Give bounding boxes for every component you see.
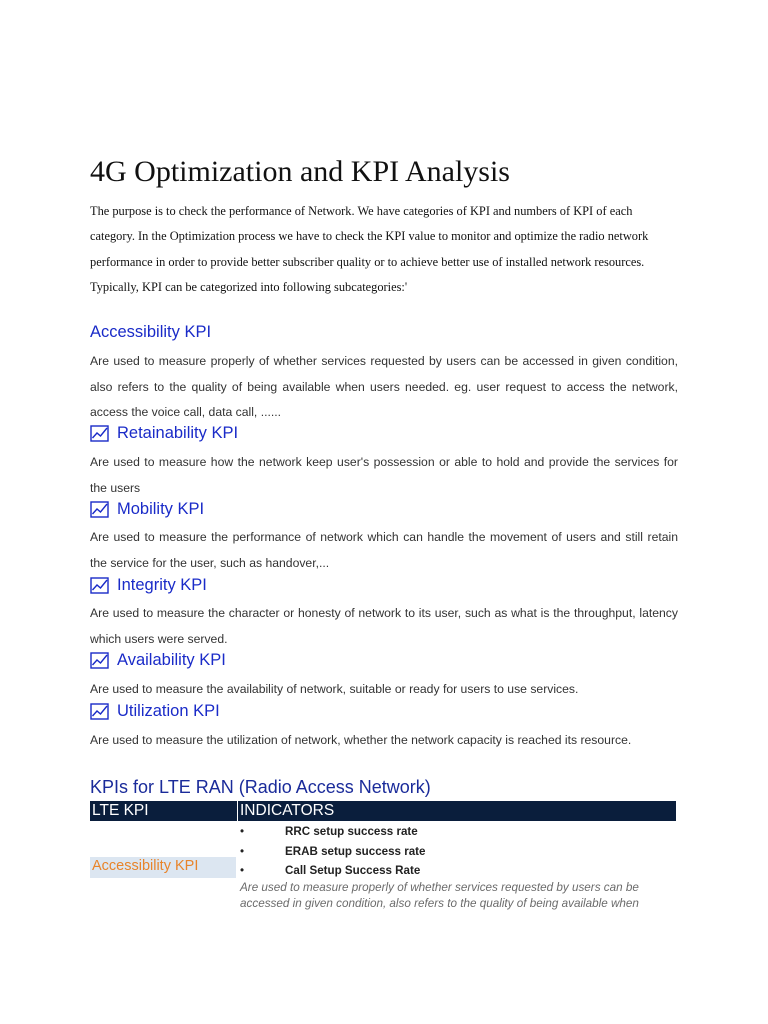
page-title: 4G Optimization and KPI Analysis (90, 155, 510, 188)
heading-availability-kpi (90, 651, 226, 670)
text-availability-kpi: Are used to measure the availability of network, suitable or ready for users to use services. (90, 682, 579, 696)
heading-label: Integrity KPI (117, 576, 207, 594)
column-header-lte-kpi: LTE KPI (92, 802, 149, 819)
indicator-text: ERAB setup success rate (285, 844, 426, 858)
table-header-row (90, 801, 676, 821)
text-mobility-kpi: Are used to measure the performance of network which can handle the movement of users and still retain the service for the user, such as handover,... (90, 530, 678, 570)
heading-label: Mobility KPI (117, 500, 205, 518)
heading-label: Utilization KPI (117, 702, 220, 720)
text-utilization-kpi: Are used to measure the utilization of network, whether the network capacity is reached its resource. (90, 733, 632, 747)
text-retainability-kpi: Are used to measure how the network keep user's possession or able to hold and provide the services for the users (90, 455, 678, 495)
chart-line-icon (90, 501, 109, 518)
row-label-accessibility-kpi: Accessibility KPI (92, 858, 199, 874)
bullet: • (240, 844, 245, 858)
heading-mobility-kpi (90, 500, 204, 519)
column-divider (237, 801, 238, 821)
heading-label: Retainability KPI (117, 424, 239, 442)
chart-line-icon (90, 703, 109, 720)
heading-integrity-kpi (90, 576, 207, 595)
text-accessibility-kpi: Are used to measure properly of whether services requested by users can be accessed in given condition, also refers to the quality of being available when users needed. eg. user request to access the network, access the voice call, data call, ...... (90, 354, 678, 419)
bullet: • (240, 825, 245, 838)
indicator-text: Call Setup Success Rate (285, 864, 421, 878)
table-row-label (90, 857, 236, 878)
heading-accessibility-kpi: Accessibility KPI (90, 323, 212, 341)
heading-retainability-kpi (90, 424, 238, 443)
chart-line-icon (90, 577, 109, 594)
heading-utilization-kpi (90, 702, 220, 721)
bullet: • (240, 864, 245, 878)
text-integrity-kpi: Are used to measure the character or honesty of network to its user, such as what is the throughput, latency which users were served. (90, 606, 678, 646)
heading-label: Availability KPI (117, 651, 226, 669)
indicator-text: RRC setup success rate (285, 825, 418, 838)
indicator-description: Are used to measure properly of whether services requested by users can be accessed in given condition, also refers to the quality of being available when (240, 881, 639, 910)
chart-line-icon (90, 652, 109, 669)
chart-line-icon (90, 425, 109, 442)
column-header-indicators: INDICATORS (240, 802, 335, 819)
intro-paragraph: The purpose is to check the performance of Network. We have categories of KPI and numbers of KPI of each category. In the Optimization process we have to check the KPI value to monitor and optimize the radio network performance in order to provide better subscriber quality or to achieve better use of installed network resources. Typically, KPI can be categorized into following subcategories:' (90, 204, 649, 294)
table-heading: KPIs for LTE RAN (Radio Access Network) (90, 777, 431, 797)
